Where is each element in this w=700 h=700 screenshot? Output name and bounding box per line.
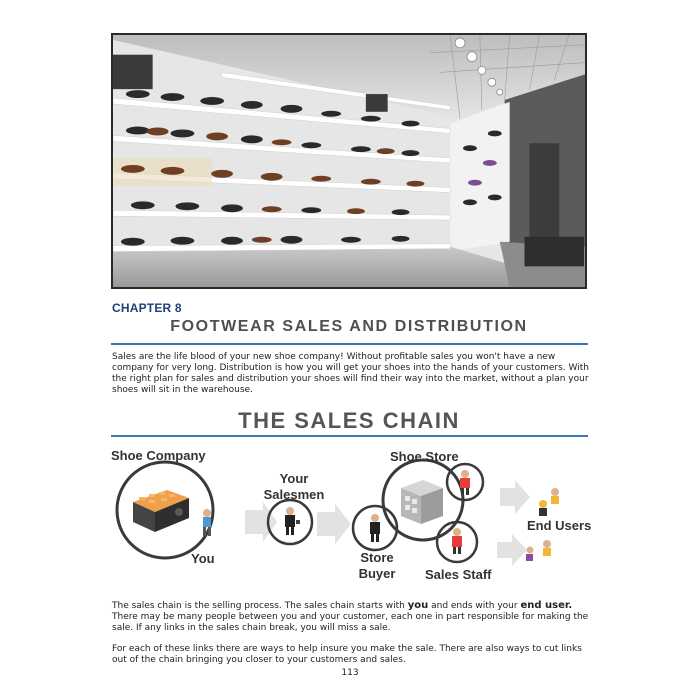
- section-divider: [111, 435, 588, 437]
- page-number: 113: [341, 668, 359, 678]
- sales-chain-diagram: [105, 440, 595, 590]
- p1-bold-you: you: [407, 600, 429, 611]
- your-salesmen-line2: Salesmen: [263, 487, 325, 502]
- p1-bold-end-user: end user.: [520, 600, 573, 611]
- your-salesmen-label: [261, 471, 327, 503]
- you-label: You: [191, 551, 215, 566]
- intro-paragraph: Sales are the life blood of your new shoe company! Without profitable sales you won't have a new company for very long. Distribution is how you will get your shoes into the hands of your customers. With the right plan for sales and distribution your shoes will find their way into the market, without a plan your shoes will sit in the warehouse.: [112, 352, 589, 395]
- your-salesmen-line1: Your: [279, 471, 309, 486]
- sales-chain-paragraph: [112, 600, 592, 634]
- shoe-company-label: Shoe Company: [111, 448, 206, 463]
- salesman-person-icon: [285, 507, 300, 535]
- links-paragraph: For each of these links there are ways to help insure you make the sale. There are also ways to cut links out of the chain bringing you closer to your customers and sales.: [112, 644, 582, 665]
- chapter-label: CHAPTER 8: [112, 301, 182, 315]
- staff-person-icon-top: [460, 470, 470, 495]
- store-building-icon: [401, 480, 443, 524]
- p1-text-1: The sales chain is the selling process. The sales chain starts with: [112, 601, 408, 611]
- chain-arrow-3: [500, 480, 530, 514]
- end-users-label: End Users: [527, 518, 592, 533]
- p1-text-3: There may be many people between you and your customer, each one in part responsible for making the sale. If any links in the sales chain break, you will miss a sale.: [112, 612, 589, 633]
- shoe-store-photo: [111, 33, 587, 289]
- sales-staff-label: Sales Staff: [425, 567, 492, 582]
- p1-text-2: and ends with your: [428, 601, 521, 611]
- end-user-icon-4: [526, 547, 534, 562]
- chapter-title: FOOTWEAR SALES AND DISTRIBUTION: [170, 318, 528, 335]
- store-buyer-person-icon: [370, 514, 380, 542]
- end-user-icon-2: [551, 488, 559, 504]
- section-title: THE SALES CHAIN: [238, 408, 460, 433]
- end-user-icon-1: [539, 500, 547, 516]
- chain-arrow-4: [497, 534, 527, 566]
- store-buyer-line2: Buyer: [358, 566, 396, 581]
- warehouse-icon: [133, 490, 189, 532]
- store-buyer-line1: Store: [360, 550, 394, 565]
- end-user-icon-3: [543, 540, 551, 556]
- chapter-divider: [111, 343, 588, 345]
- sales-staff-person-icon: [452, 528, 462, 554]
- chain-arrow-2: [317, 504, 351, 544]
- shoe-store-label: Shoe Store: [390, 449, 459, 464]
- store-buyer-label: [357, 550, 397, 582]
